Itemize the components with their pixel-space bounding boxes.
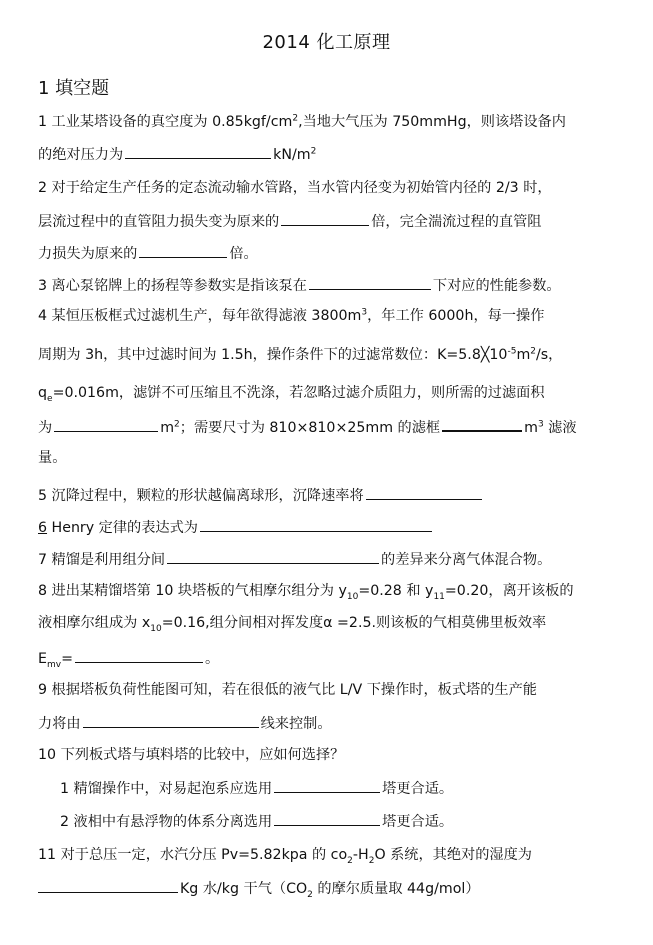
q8-line-2: 液相摩尔组成为 $x_{10}=0.16$,组分间相对挥发度α =2.5.则该板的气相莫佛里板效率	[38, 615, 547, 634]
q9-answer-blank[interactable]	[83, 712, 259, 728]
section-heading: 1 填空题	[38, 78, 110, 99]
q10-item-1: 1 精馏操作中，对易起泡系应选用 塔更合适。	[60, 777, 620, 799]
q11-answer-blank[interactable]	[38, 877, 178, 893]
q4-line-3: $q_e=0.016m$，滤饼不可压缩且不洗涤，若忽略过滤介质阻力，则所需的过滤面积	[38, 385, 545, 404]
q2-line-2: 层流过程中的直管阻力损失变为原来的 倍，完全湍流过程的直管阻	[38, 210, 623, 232]
q2-answer-blank-laminar[interactable]	[281, 210, 369, 226]
q5-line: 5 沉降过程中，颗粒的形状越偏离球形，沉降速率将	[38, 484, 623, 506]
q4-line-1: 4 某恒压板框式过滤机生产，每年欲得滤液 $3800m^3$，年工作 6000h，每一操作	[38, 307, 545, 324]
q5-answer-blank[interactable]	[366, 484, 482, 500]
q3-line: 3 离心泵铭牌上的扬程等参数实是指该泵在 下对应的性能参数。	[38, 274, 623, 296]
q6-answer-blank[interactable]	[200, 516, 432, 532]
q4-line-4: 为 $m^2$；需要尺寸为 810×810×25mm 的滤框 $m^3$ 滤液	[38, 415, 623, 438]
q10-item-2: 2 液相中有悬浮物的体系分离选用 塔更合适。	[60, 810, 620, 832]
q9-line-1: 9 根据塔板负荷性能图可知，若在很低的液气比 L/V 下操作时，板式塔的生产能	[38, 682, 537, 698]
q4-line-5: 量。	[38, 450, 67, 466]
q3-answer-blank[interactable]	[309, 274, 431, 290]
q2-line-1: 2 对于给定生产任务的定态流动输水管路，当水管内径变为初始管内径的 2/3 时，	[38, 180, 552, 196]
q9-line-2: 力将由 线来控制。	[38, 712, 623, 734]
q8-answer-blank[interactable]	[75, 647, 203, 663]
q7-answer-blank[interactable]	[167, 548, 379, 564]
q1-line-1: 1 工业某塔设备的真空度为 $0.85kgf/cm^2$,当地大气压为 750mmHg，则该塔设备内	[38, 113, 566, 130]
q1-answer-blank[interactable]	[125, 143, 271, 159]
q1-line-2: 的绝对压力为 $kN/m^2$	[38, 143, 623, 165]
q10-answer-blank-2[interactable]	[274, 810, 380, 826]
q4-answer-blank-frame[interactable]	[442, 415, 522, 432]
q4-answer-blank-area[interactable]	[54, 416, 158, 432]
q8-line-3: $E_{mv}=$ 。	[38, 647, 623, 669]
q2-answer-blank-turbulent[interactable]	[139, 242, 227, 258]
q11-line-1: 11 对于总压一定，水汽分压 Pv=5.82kpa 的 $co_2-H_2O$ 系统，其绝对的湿度为	[38, 847, 532, 866]
q7-line: 7 精馏是利用组分间 的差异来分离气体混合物。	[38, 548, 623, 570]
q6-line: 6 Henry 定律的表达式为	[38, 516, 623, 538]
q10-answer-blank-1[interactable]	[274, 777, 380, 793]
q8-line-1: 8 进出某精馏塔第 10 块塔板的气相摩尔组分为 $y_{10}=0.28$ 和 $y_{11}=0.20$，离开该板的	[38, 583, 574, 602]
page-title: 2014 化工原理	[262, 32, 391, 53]
q4-line-2: 周期为 3h，其中过滤时间为 1.5h，操作条件下的过滤常数位：$K=5.8╳10^{-5}m^2/s$，	[38, 346, 563, 363]
q2-line-3: 力损失为原来的 倍。	[38, 242, 623, 264]
q10-line-1: 10 下列板式塔与填料塔的比较中，应如何选择？	[38, 747, 345, 763]
q11-line-2: Kg 水/kg 干气（$CO_2$ 的摩尔质量取 44g/mol）	[38, 877, 623, 899]
